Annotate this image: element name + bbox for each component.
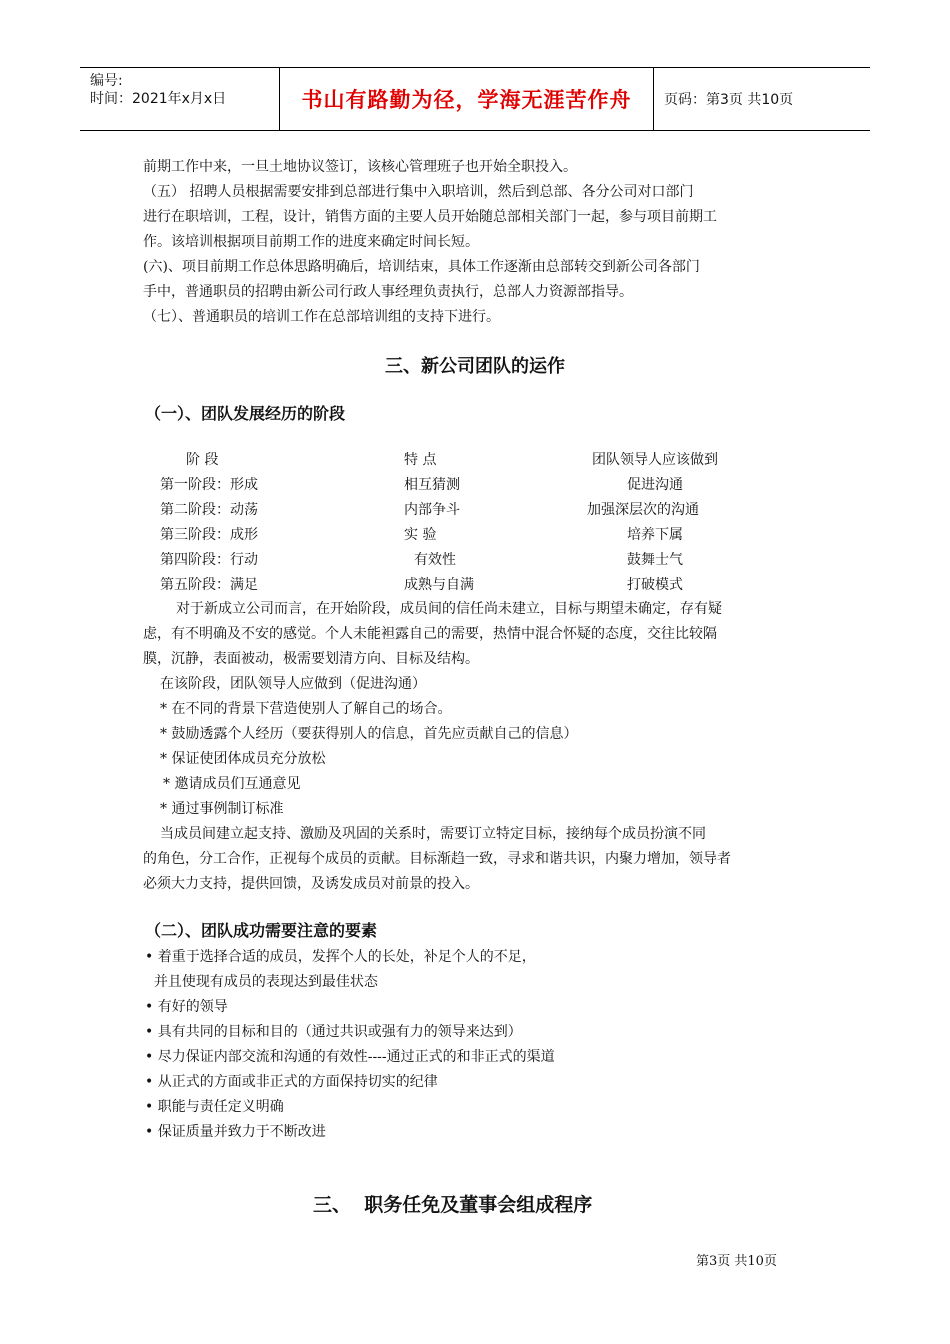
- leader-cell: 培养下属: [627, 527, 683, 543]
- header-motto: 书山有路勤为径，学海无涯苦作舟: [280, 68, 654, 130]
- section-title: 三、 职务任免及董事会组成程序: [313, 1194, 593, 1216]
- leader-cell: 促进沟通: [627, 477, 683, 493]
- stage-cell: 第三阶段：成形: [160, 527, 258, 543]
- feature-cell: 有效性: [414, 552, 456, 568]
- stage-table-header: [0, 449, 950, 469]
- stage-cell: 第五阶段：满足: [160, 577, 258, 593]
- subsection-title: （二）、团队成功需要注意的要素: [145, 921, 378, 940]
- leader-cell: 打破模式: [627, 577, 683, 593]
- body-line: 在该阶段，团队领导人应做到（促进沟通）: [160, 676, 426, 692]
- page-footer: 第3页 共10页: [696, 1254, 777, 1269]
- column-header-stage: 阶 段: [186, 452, 219, 468]
- intro-line: 前期工作中来，一旦土地协议签订，该核心管理班子也开始全职投入。: [143, 159, 577, 175]
- column-header-feature: 特 点: [404, 452, 437, 468]
- list-item: * 鼓励透露个人经历（要获得别人的信息，首先应贡献自己的信息）: [160, 726, 578, 742]
- stage-cell: 第二阶段：动荡: [160, 502, 258, 518]
- feature-cell: 相互猜测: [404, 477, 460, 493]
- table-row: [0, 574, 950, 594]
- header-meta: [80, 68, 280, 130]
- body-line: 对于新成立公司而言，在开始阶段，成员间的信任尚未建立，目标与期望未确定，存有疑: [176, 601, 722, 617]
- list-item: • 尽力保证内部交流和沟通的有效性----通过正式的和非正式的渠道: [145, 1049, 555, 1065]
- feature-cell: 实 验: [404, 527, 437, 543]
- header-page-label: 页码：第3页 共10页: [664, 92, 794, 108]
- stage-cell: 第一阶段：形成: [160, 477, 258, 493]
- stage-cell: 第四阶段：行动: [160, 552, 258, 568]
- body-line: 虑，有不明确及不安的感觉。个人未能袒露自己的需要，热情中混合怀疑的态度，交往比较隔: [143, 626, 717, 642]
- intro-line: （五） 招聘人员根据需要安排到总部进行集中入职培训，然后到总部、各分公司对口部门: [143, 184, 694, 200]
- table-row: [0, 499, 950, 519]
- list-item: * 通过事例制订标准: [160, 801, 284, 817]
- list-item: • 保证质量并致力于不断改进: [145, 1124, 326, 1140]
- feature-cell: 成熟与自满: [404, 577, 474, 593]
- body-line: 膜，沉静，表面被动，极需要划清方向、目标及结构。: [143, 651, 479, 667]
- list-item: • 职能与责任定义明确: [145, 1099, 284, 1115]
- intro-line: （七）、普通职员的培训工作在总部培训组的支持下进行。: [143, 309, 500, 325]
- leader-cell: 加强深层次的沟通: [587, 502, 699, 518]
- intro-line: 进行在职培训，工程，设计，销售方面的主要人员开始随总部相关部门一起，参与项目前期工: [143, 209, 717, 225]
- body-line: 的角色，分工合作，正视每个成员的贡献。目标渐趋一致，寻求和谐共识，内聚力增加，领导者: [143, 851, 731, 867]
- list-item: • 从正式的方面或非正式的方面保持切实的纪律: [145, 1074, 438, 1090]
- intro-line: 作。该培训根据项目前期工作的进度来确定时间长短。: [143, 234, 479, 250]
- column-header-leader: 团队领导人应该做到: [592, 452, 718, 468]
- subsection-title: （一）、团队发展经历的阶段: [145, 404, 346, 423]
- list-item: • 具有共同的目标和目的（通过共识或强有力的领导来达到）: [145, 1024, 522, 1040]
- feature-cell: 内部争斗: [404, 502, 460, 518]
- table-row: [0, 474, 950, 494]
- table-row: [0, 524, 950, 544]
- list-item: 并且使现有成员的表现达到最佳状态: [145, 974, 378, 990]
- list-item: * 在不同的背景下营造使别人了解自己的场合。: [160, 701, 452, 717]
- list-item: • 有好的领导: [145, 999, 228, 1015]
- body-line: 当成员间建立起支持、激励及巩固的关系时，需要订立特定目标，接纳每个成员扮演不同: [160, 826, 706, 842]
- table-row: [0, 549, 950, 569]
- date-label: 时间：2021年x月x日: [90, 91, 227, 107]
- section-title: 三、新公司团队的运作: [385, 356, 565, 377]
- intro-line: (六)、项目前期工作总体思路明确后，培训结束，具体工作逐渐由总部转交到新公司各部门: [143, 259, 700, 275]
- leader-cell: 鼓舞士气: [627, 552, 683, 568]
- number-label: 编号:: [90, 73, 123, 89]
- list-item: * 保证使团体成员充分放松: [160, 751, 326, 767]
- intro-line: 手中，普通职员的招聘由新公司行政人事经理负责执行，总部人力资源部指导。: [143, 284, 633, 300]
- list-item: * 邀请成员们互通意见: [163, 776, 301, 792]
- body-line: 必须大力支持，提供回馈，及诱发成员对前景的投入。: [143, 876, 479, 892]
- page-header: [80, 67, 870, 131]
- list-item: • 着重于选择合适的成员，发挥个人的长处，补足个人的不足，: [145, 949, 536, 965]
